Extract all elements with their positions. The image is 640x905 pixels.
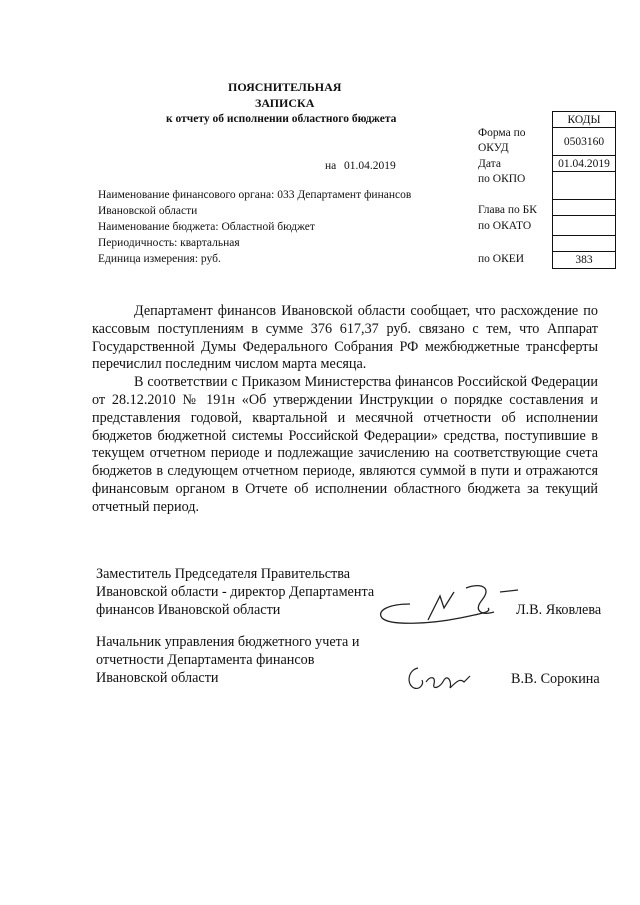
periodicity: Периодичность: квартальная bbox=[98, 237, 240, 249]
organ-name-line-1: Наименование финансового органа: 033 Департамент финансов bbox=[98, 189, 412, 201]
okud-label-1: Форма по bbox=[478, 127, 526, 139]
report-date-prefix: на bbox=[325, 160, 337, 172]
okpo-label: по ОКПО bbox=[478, 173, 526, 185]
report-date: 01.04.2019 bbox=[344, 160, 396, 172]
unit-of-measure: Единица измерения: руб. bbox=[98, 253, 221, 265]
body-paragraph-1: Департамент финансов Ивановской области сообщает, что расхождение по кассовым поступлениям в сумме 376 617,37 руб. связано с тем, что Аппарат Государственной Думы Федерального Собрания РФ межбюджетные трансферты перечислил последним числом марта месяца. bbox=[92, 303, 598, 373]
okud-value: 0503160 bbox=[552, 127, 616, 156]
okei-value: 383 bbox=[552, 251, 616, 269]
okei-label: по ОКЕИ bbox=[478, 253, 525, 265]
organ-name-line-2: Ивановской области bbox=[98, 205, 198, 217]
signer-1-title-line-2: Ивановской области - директор Департамента bbox=[96, 584, 375, 600]
period-code-value bbox=[552, 235, 616, 252]
signer-2-name: В.В. Сорокина bbox=[511, 671, 600, 687]
signer-1-name: Л.В. Яковлева bbox=[516, 602, 602, 618]
budget-name: Наименование бюджета: Областной бюджет bbox=[98, 221, 315, 233]
signer-1-title-line-3: финансов Ивановской области bbox=[96, 602, 281, 618]
signer-2-title-line-3: Ивановской области bbox=[96, 670, 219, 686]
okpo-value bbox=[552, 171, 616, 200]
date-label: Дата bbox=[478, 158, 501, 170]
title-line-2: ЗАПИСКА bbox=[255, 96, 315, 110]
glava-label: Глава по БК bbox=[478, 204, 537, 216]
okato-label: по ОКАТО bbox=[478, 220, 532, 232]
okato-value bbox=[552, 215, 616, 236]
body-text bbox=[92, 303, 598, 517]
signer-2-title-line-1: Начальник управления бюджетного учета и bbox=[96, 634, 360, 650]
title-subtitle: к отчету об исполнении областного бюджета bbox=[166, 113, 397, 125]
codes-heading: КОДЫ bbox=[552, 111, 616, 128]
body-paragraph-2: В соответствии с Приказом Министерства финансов Российской Федерации от 28.12.2010 № 191н «Об утверждении Инструкции о порядке составления и представления годовой, квартальной и месячной отчетности об исполнении бюджетов бюджетной системы Российской Федерации» средства, поступившие в текущем отчетном периоде и подлежащие зачислению на соответствующие счета бюджетов в следующем отчетном периоде, являются суммой в пути и отражаются финансовым органом в Отчете об исполнении областного бюджета за текущий отчетный период. bbox=[92, 374, 598, 515]
title-line-1: ПОЯСНИТЕЛЬНАЯ bbox=[228, 80, 342, 94]
signer-1-title-line-1: Заместитель Председателя Правительства bbox=[96, 566, 351, 582]
glava-value bbox=[552, 199, 616, 216]
signature-1-handwriting bbox=[370, 578, 520, 628]
signer-2-title-line-2: отчетности Департамента финансов bbox=[96, 652, 315, 668]
okud-label-2: ОКУД bbox=[478, 142, 509, 154]
signature-2-handwriting bbox=[404, 660, 484, 696]
date-code-value: 01.04.2019 bbox=[552, 155, 616, 172]
